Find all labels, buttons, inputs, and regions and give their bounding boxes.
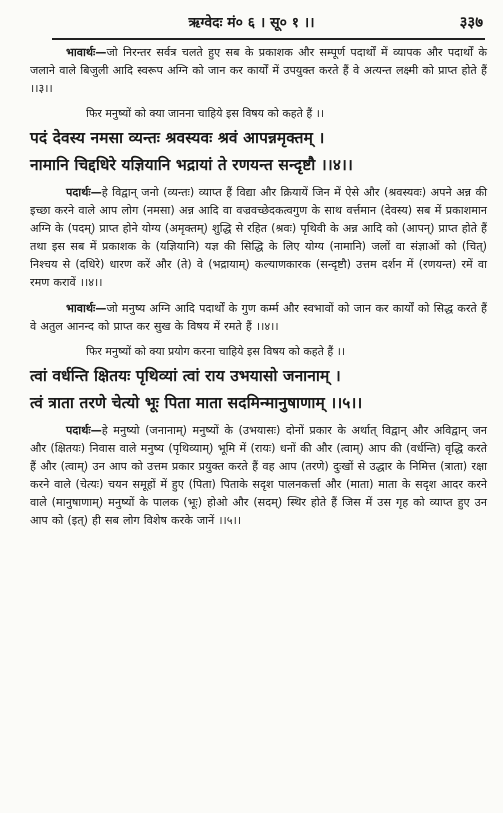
padartha-label: पदार्थः— — [66, 424, 102, 437]
section-intro-2: फिर मनुष्यों को क्या प्रयोग करना चाहिये इस विषय को कहते हैं ।। — [86, 345, 346, 358]
bhavartha-text: जो निरन्तर सर्वत्र चलते हुए सब के प्रकाशक और सम्पूर्ण पदार्थों में व्यापक और पदार्थों के जलाने वाले बिजुली आदि स्वरूप अग्नि को जान कर कार्यों में उपयुक्त करते हैं वे अत्यन्त लक्ष्मी को प्राप्त होते हैं ।।३।। — [30, 46, 487, 95]
page-body — [30, 44, 487, 538]
page-number: ३३७ — [459, 13, 483, 31]
mantra-4-line-2: नामानि चिद्दधिरे यज्ञियानि भद्रायां ते रणयन्त सन्दृष्टौ ।।४।। — [30, 155, 353, 174]
padartha-label: पदार्थः— — [66, 186, 102, 199]
header-rule — [52, 38, 485, 40]
padartha-text: हे विद्वान् जनो (व्यन्तः) व्याप्त हैं विद्या और क्रियायें जिन में ऐसे और (श्रवस्यवः) अपने अन्न की इच्छा करने वाले आप लोग (नमसा) अन्न आदि वा वज्रवच्छेदकत्वगुण के साथ वर्त्तमान (देवस्य) सब में प्रकाशमान अग्नि के (पदम्) प्राप्त होने योग्य (अमृक्तम्) शुद्धि से रहित (श्रवः) पृथिवी के अन्न आदि को (आपन्) प्राप्त होते हैं तथा इस सब में प्रकाशक के (यज्ञियानि) यज्ञ की सिद्धि के लिए योग्य (नामानि) जलों वा संज्ञाओं को (चित्) निश्चय से (दधिरे) धारण करें और (ते) वे (भद्रायाम्) कल्याणकारक (सन्दृष्टौ) उत्तम दर्शन में (रणयन्त) रमें वा रमण करावें ।।४।। — [30, 186, 487, 289]
padartha-paragraph-5 — [30, 422, 487, 530]
bhavartha-text: जो मनुष्य अग्नि आदि पदार्थों के गुण कर्म्म और स्वभावों को जान कर कार्यों को सिद्ध करते हैं वे अतुल आनन्द को प्राप्त कर सुख के विषय में रमते हैं ।।४।। — [30, 302, 487, 333]
padartha-text: हे मनुष्यो (जनानाम्) मनुष्यों के (उभयासः) दोनों प्रकार के अर्थात् विद्वान् और अविद्वान् जन और (क्षितयः) निवास वाले मनुष्य (पृथिव्याम्) भूमि में (रायः) धनों की और (त्वाम्) आप की (वर्धन्ति) वृद्धि करते हैं और (त्वाम्) उन आप को उत्तम प्रकार प्रयुक्त करते हैं वह आप (तरणे) दुःखों से उद्धार के निमित्त (त्राता) रक्षा करने वाले (चेत्यः) चयन समूहों में हुए (पिता) पिताके सदृश पालनकर्त्ता और (माता) माता के सदृश आदर करने वाले (मानुषाणाम्) मनुष्यों के पालक (भूः) होओ और (सदम्) स्थिर होते हैं जिस में उस गृह को व्याप्त हुए उन आप को (इत्) ही सब लोग विशेष करके जानें ।।५।। — [30, 424, 487, 527]
mantra-5-line-2: त्वं त्राता तरणे चेत्यो भूः पिता माता सदमिन्मानुषाणाम् ।।५।। — [30, 393, 363, 412]
mantra-4-line-1: पदं देवस्य नमसा व्यन्तः श्रवस्यवः श्रवं आपन्नमृक्तम् । — [30, 128, 325, 147]
running-head: ऋग्वेदः मं० ६ । सू० १ ।। — [188, 15, 315, 31]
bhavartha-paragraph-4 — [30, 300, 487, 336]
padartha-paragraph-4 — [30, 184, 487, 292]
bhavartha-label: भावार्थः— — [66, 46, 107, 59]
bhavartha-label: भावार्थः— — [66, 302, 107, 315]
page-header — [0, 10, 503, 36]
mantra-5-line-1: त्वां वर्धन्ति क्षितयः पृथिव्यां त्वां राय उभयासो जनानाम् । — [30, 366, 341, 385]
section-intro-1: फिर मनुष्यों को क्या जानना चाहिये इस विषय को कहते हैं ।। — [86, 107, 325, 120]
bhavartha-paragraph-3 — [30, 44, 487, 98]
